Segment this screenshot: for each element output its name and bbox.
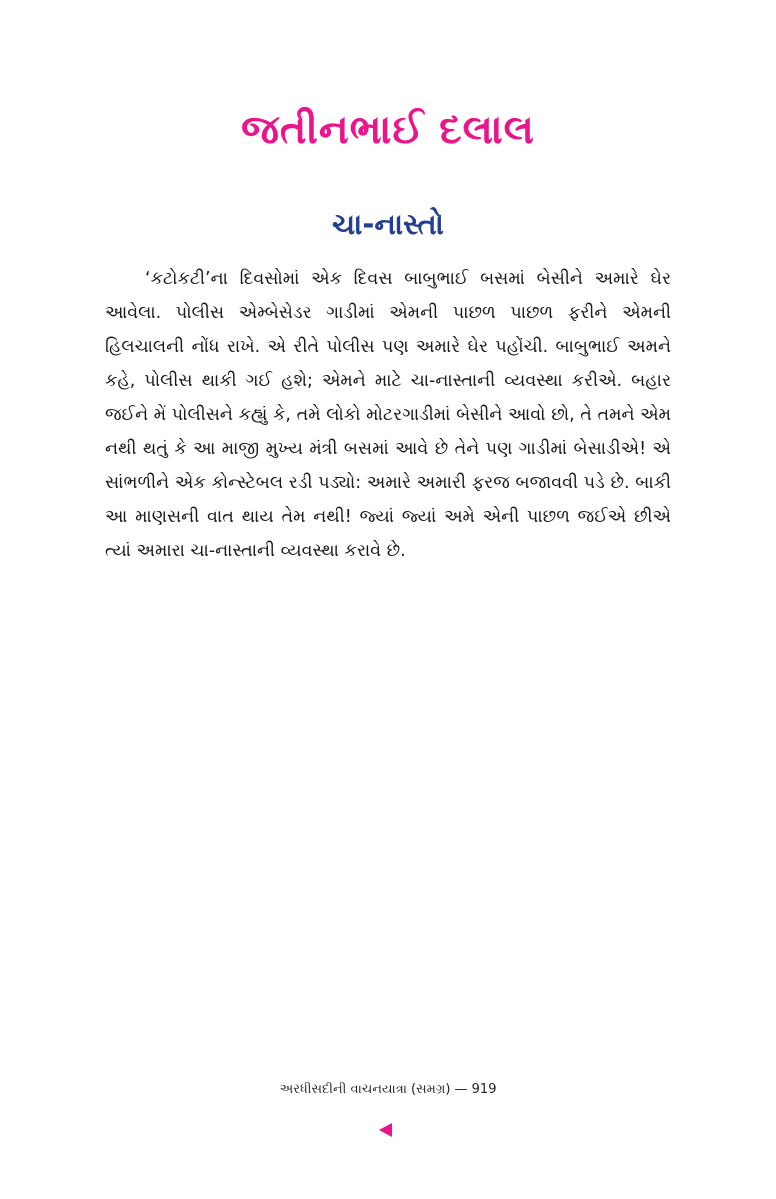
previous-page-arrow-icon[interactable]: [379, 1123, 392, 1137]
body-paragraph: ‘કટોકટી’ના દિવસોમાં એક દિવસ બાબુભાઈ બસમાં બેસીને અમારે ઘેર આવેલા. પોલીસ એમ્બેસેડર ગાડીમાં એમની પાછળ પાછળ ફરીને એમની હિલચાલની નોંધ રાખે. એ રીતે પોલીસ પણ અમારે ઘેર પહોંચી. બાબુભાઈ અમને કહે, પોલીસ થાકી ગઈ હશે; એમને માટે ચા-નાસ્તાની વ્યવસ્થા કરીએ. બહાર જઈને મેં પોલીસને કહ્યું કે, તમે લોકો મોટરગાડીમાં બેસીને આવો છો, તે તમને એમ નથી થતું કે આ માજી મુખ્ય મંત્રી બસમાં આવે છે તેને પણ ગાડીમાં બેસાડીએ! એ સાંભળીને એક કોન્સ્ટેબલ રડી પડ્યો: અમારે અમારી ફરજ બજાવવી પડે છે. બાકી આ માણસની વાત થાય તેમ નથી! જ્યાં જ્યાં અમે એની પાછળ જઈએ છીએ ત્યાં અમારા ચા-નાસ્તાની વ્યવસ્થા કરાવે છે.: [105, 269, 671, 561]
page-footer: અરધીસદીની વાચનયાત્રા (સમગ્ર) — 919: [279, 1082, 497, 1097]
body-text: [105, 262, 671, 568]
chapter-title: ચા-નાસ્તો: [332, 207, 444, 241]
author-name: જતીનભાઈ દલાલ: [241, 107, 535, 153]
